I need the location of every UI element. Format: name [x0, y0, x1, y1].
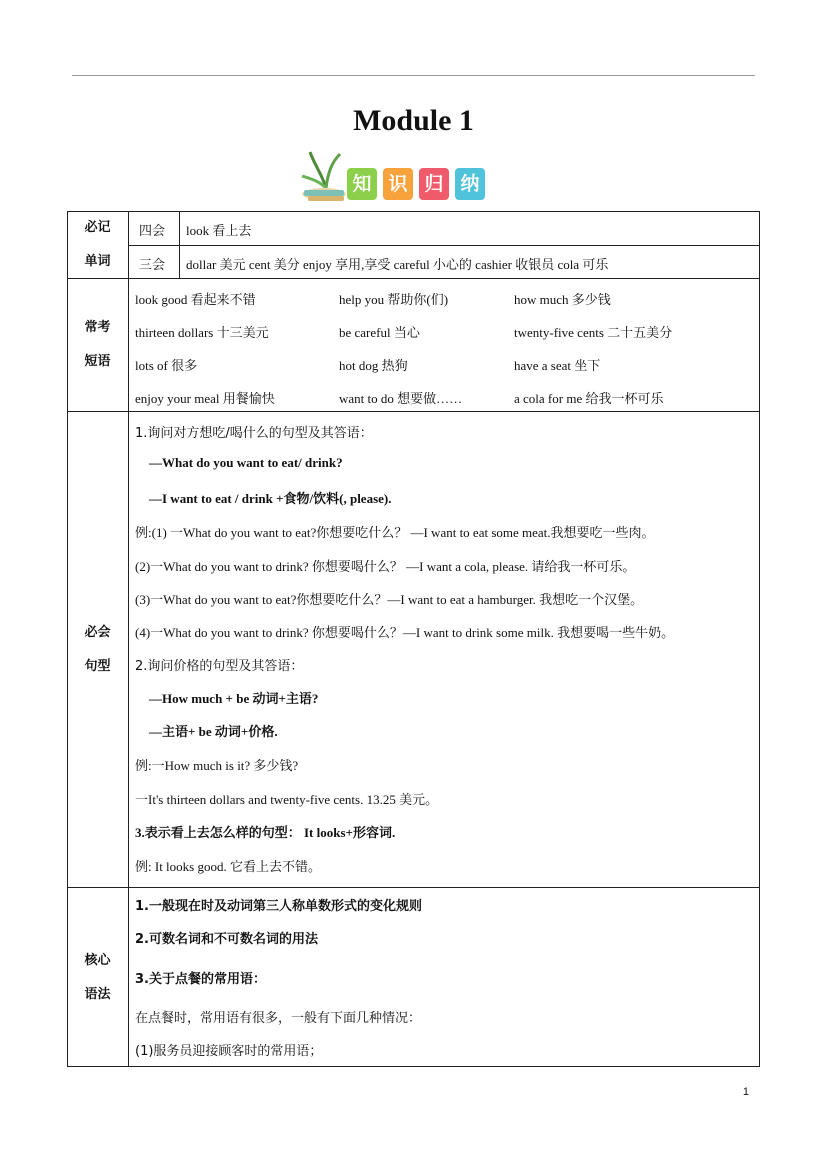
- phrase-item: want to do 想要做……: [339, 391, 463, 406]
- level4-cell: [128, 212, 180, 246]
- phrase-item: have a seat 坐下: [514, 358, 601, 373]
- sentence-line: 例: It looks good. 它看上去不错。: [135, 859, 321, 874]
- phrase-item: hot dog 热狗: [339, 358, 408, 373]
- grammar-line: 3.关于点餐的常用语：: [135, 972, 266, 987]
- summary-table: [67, 211, 760, 1067]
- sentence-line: (3)一What do you want to eat?你想要吃什么？—I want to eat a hamburger. 我想吃一个汉堡。: [135, 592, 644, 607]
- phrase-item: how much 多少钱: [514, 292, 611, 307]
- banner-tile: 识: [383, 168, 413, 200]
- phrase-item: enjoy your meal 用餐愉快: [135, 391, 275, 406]
- sentences-label-1: 必会: [84, 624, 111, 640]
- grammar-label-1: 核心: [84, 953, 111, 968]
- sentence-line: 1.询问对方想吃/喝什么的句型及其答语：: [135, 426, 373, 441]
- sentence-line: —I want to eat / drink +食物/饮料(, please).: [149, 491, 392, 506]
- banner-tile: 纳: [455, 168, 485, 200]
- words4-cell: [179, 212, 760, 246]
- vocab-label-1: 必记: [84, 219, 111, 235]
- words3-text: dollar 美元 cent 美分 enjoy 享用,享受 careful 小心的 cashier 收银员 cola 可乐: [186, 257, 609, 272]
- grammar-cell: [128, 887, 760, 1067]
- grammar-line: (1)服务员迎接顾客时的常用语；: [135, 1044, 323, 1059]
- banner-tile: 归: [419, 168, 449, 200]
- phrase-item: twenty-five cents 二十五美分: [514, 325, 673, 340]
- vocab-label-cell: [68, 212, 129, 279]
- page-number: 1: [742, 1086, 749, 1098]
- page-title: Module 1: [353, 104, 474, 137]
- phrase-item: thirteen dollars 十三美元: [135, 325, 269, 340]
- sentence-line: 例:(1) 一What do you want to eat?你想要吃什么？ —I want to eat some meat.我想要吃一些肉。: [135, 525, 655, 540]
- grammar-line: 在点餐时，常用语有很多，一般有下面几种情况：: [135, 1011, 422, 1026]
- plant-book-icon: [300, 146, 352, 206]
- grammar-label-2: 语法: [84, 987, 111, 1002]
- words3-cell: [179, 245, 760, 279]
- sentence-line: (2)一What do you want to drink? 你想要喝什么？ —I want a cola, please. 请给我一杯可乐。: [135, 559, 636, 574]
- sentence-line: 3.表示看上去怎么样的句型： It looks+形容词.: [135, 825, 396, 840]
- sentence-line: —What do you want to eat/ drink?: [149, 455, 343, 470]
- phrase-item: look good 看起来不错: [135, 292, 256, 307]
- sentences-cell: [128, 411, 760, 888]
- phrase-item: a cola for me 给我一杯可乐: [514, 391, 664, 406]
- sentence-line: 例:一How much is it? 多少钱?: [135, 758, 299, 773]
- sentence-line: —主语+ be 动词+价格.: [149, 724, 278, 739]
- phrases-label-cell: [68, 278, 129, 412]
- grammar-line: 1.一般现在时及动词第三人称单数形式的变化规则: [135, 899, 422, 914]
- header-rule: [72, 75, 755, 76]
- vocab-label-2: 单词: [84, 253, 111, 269]
- sentence-line: 一It's thirteen dollars and twenty-five cents. 13.25 美元。: [135, 792, 439, 807]
- sentences-label-cell: [68, 411, 129, 888]
- phrase-item: be careful 当心: [339, 325, 420, 340]
- sentence-line: —How much + be 动词+主语?: [149, 691, 319, 706]
- level3-cell: [128, 245, 180, 279]
- grammar-line: 2.可数名词和不可数名词的用法: [135, 932, 318, 947]
- level3-label: 三会: [139, 258, 166, 273]
- grammar-label-cell: [68, 887, 129, 1067]
- phrase-item: help you 帮助你(们): [339, 292, 449, 307]
- banner-tile: 知: [347, 168, 377, 200]
- phrases-label-2: 短语: [84, 354, 111, 369]
- phrases-cell: [128, 278, 760, 412]
- phrases-label-1: 常考: [84, 320, 111, 335]
- knowledge-summary-banner: [300, 146, 500, 206]
- words4-text: look 看上去: [186, 223, 252, 238]
- sentences-label-2: 句型: [84, 658, 111, 674]
- sentence-line: 2.询问价格的句型及其答语：: [135, 659, 304, 674]
- phrase-item: lots of 很多: [135, 358, 198, 373]
- level4-label: 四会: [139, 224, 166, 239]
- sentence-line: (4)一What do you want to drink? 你想要喝什么？—I want to drink some milk. 我想要喝一些牛奶。: [135, 625, 675, 640]
